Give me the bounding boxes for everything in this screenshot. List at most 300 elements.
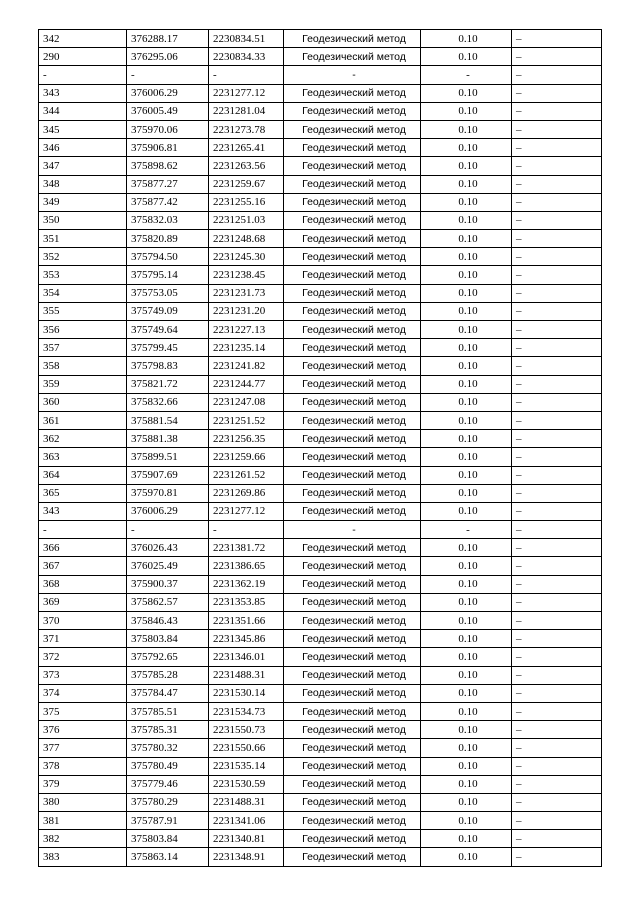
table-row	[39, 739, 602, 757]
description-cell: –	[512, 812, 602, 830]
point-number-cell: 374	[39, 684, 127, 702]
x-coordinate-cell: 375803.84	[127, 630, 209, 648]
description-cell: –	[512, 175, 602, 193]
accuracy-cell: 0.10	[421, 612, 512, 630]
y-coordinate-cell: 2231241.82	[209, 357, 284, 375]
table-row	[39, 775, 602, 793]
method-cell: Геодезический метод	[284, 684, 421, 702]
y-coordinate-cell: 2231488.31	[209, 793, 284, 811]
table-row	[39, 248, 602, 266]
y-coordinate-cell: 2231273.78	[209, 120, 284, 138]
y-coordinate-cell: 2231534.73	[209, 702, 284, 720]
accuracy-cell: 0.10	[421, 848, 512, 866]
table-row	[39, 502, 602, 520]
description-cell: –	[512, 593, 602, 611]
description-cell: –	[512, 430, 602, 448]
method-cell: Геодезический метод	[284, 30, 421, 48]
method-cell: Геодезический метод	[284, 302, 421, 320]
y-coordinate-cell: 2231256.35	[209, 430, 284, 448]
x-coordinate-cell: 375795.14	[127, 266, 209, 284]
y-coordinate-cell: 2230834.33	[209, 48, 284, 66]
accuracy-cell: 0.10	[421, 321, 512, 339]
y-coordinate-cell: -	[209, 521, 284, 539]
method-cell: Геодезический метод	[284, 411, 421, 429]
y-coordinate-cell: 2231550.73	[209, 721, 284, 739]
y-coordinate-cell: 2231346.01	[209, 648, 284, 666]
description-cell: –	[512, 466, 602, 484]
x-coordinate-cell: 375749.09	[127, 302, 209, 320]
point-number-cell: 347	[39, 157, 127, 175]
description-cell: –	[512, 321, 602, 339]
point-number-cell: 383	[39, 848, 127, 866]
method-cell: Геодезический метод	[284, 757, 421, 775]
table-row	[39, 157, 602, 175]
description-cell: –	[512, 739, 602, 757]
description-cell: –	[512, 612, 602, 630]
point-number-cell: 380	[39, 793, 127, 811]
y-coordinate-cell: 2231247.08	[209, 393, 284, 411]
table-row	[39, 684, 602, 702]
method-cell: Геодезический метод	[284, 120, 421, 138]
method-cell: Геодезический метод	[284, 721, 421, 739]
point-number-cell: 379	[39, 775, 127, 793]
method-cell: Геодезический метод	[284, 793, 421, 811]
method-cell: Геодезический метод	[284, 612, 421, 630]
description-cell: –	[512, 630, 602, 648]
x-coordinate-cell: 375900.37	[127, 575, 209, 593]
table-row	[39, 393, 602, 411]
method-cell: Геодезический метод	[284, 648, 421, 666]
x-coordinate-cell: 375906.81	[127, 139, 209, 157]
table-row	[39, 666, 602, 684]
method-cell: Геодезический метод	[284, 321, 421, 339]
x-coordinate-cell: 375898.62	[127, 157, 209, 175]
method-cell: Геодезический метод	[284, 84, 421, 102]
x-coordinate-cell: 375832.66	[127, 393, 209, 411]
accuracy-cell: 0.10	[421, 575, 512, 593]
point-number-cell: -	[39, 66, 127, 84]
x-coordinate-cell: 375821.72	[127, 375, 209, 393]
description-cell: –	[512, 702, 602, 720]
point-number-cell: 342	[39, 30, 127, 48]
y-coordinate-cell: 2231259.67	[209, 175, 284, 193]
accuracy-cell: 0.10	[421, 812, 512, 830]
point-number-cell: 373	[39, 666, 127, 684]
point-number-cell: 382	[39, 830, 127, 848]
point-number-cell: 364	[39, 466, 127, 484]
point-number-cell: 361	[39, 411, 127, 429]
description-cell: –	[512, 448, 602, 466]
accuracy-cell: 0.10	[421, 157, 512, 175]
x-coordinate-cell: 375784.47	[127, 684, 209, 702]
x-coordinate-cell: 375881.38	[127, 430, 209, 448]
method-cell: Геодезический метод	[284, 211, 421, 229]
x-coordinate-cell: 375749.64	[127, 321, 209, 339]
description-cell: –	[512, 521, 602, 539]
method-cell: Геодезический метод	[284, 48, 421, 66]
accuracy-cell: 0.10	[421, 502, 512, 520]
method-cell: Геодезический метод	[284, 102, 421, 120]
table-row	[39, 630, 602, 648]
accuracy-cell: 0.10	[421, 411, 512, 429]
method-cell: Геодезический метод	[284, 266, 421, 284]
table-row	[39, 466, 602, 484]
y-coordinate-cell: 2231255.16	[209, 193, 284, 211]
point-number-cell: 357	[39, 339, 127, 357]
method-cell: Геодезический метод	[284, 575, 421, 593]
method-cell: Геодезический метод	[284, 139, 421, 157]
x-coordinate-cell: 375794.50	[127, 248, 209, 266]
table-row	[39, 84, 602, 102]
x-coordinate-cell: 376025.49	[127, 557, 209, 575]
table-row	[39, 575, 602, 593]
accuracy-cell: 0.10	[421, 175, 512, 193]
table-row	[39, 448, 602, 466]
table-row	[39, 430, 602, 448]
table-row	[39, 321, 602, 339]
table-row	[39, 230, 602, 248]
method-cell: Геодезический метод	[284, 393, 421, 411]
x-coordinate-cell: 375846.43	[127, 612, 209, 630]
table-row	[39, 211, 602, 229]
description-cell: –	[512, 48, 602, 66]
accuracy-cell: 0.10	[421, 648, 512, 666]
table-row	[39, 812, 602, 830]
method-cell: Геодезический метод	[284, 502, 421, 520]
table-row	[39, 557, 602, 575]
table-row	[39, 339, 602, 357]
description-cell: –	[512, 248, 602, 266]
point-number-cell: 362	[39, 430, 127, 448]
coordinates-table-body	[39, 30, 602, 867]
accuracy-cell: 0.10	[421, 48, 512, 66]
method-cell: Геодезический метод	[284, 157, 421, 175]
y-coordinate-cell: 2231261.52	[209, 466, 284, 484]
accuracy-cell: -	[421, 66, 512, 84]
table-row	[39, 830, 602, 848]
accuracy-cell: 0.10	[421, 684, 512, 702]
y-coordinate-cell: 2231251.52	[209, 411, 284, 429]
accuracy-cell: 0.10	[421, 430, 512, 448]
point-number-cell: 349	[39, 193, 127, 211]
description-cell: –	[512, 339, 602, 357]
y-coordinate-cell: 2231535.14	[209, 757, 284, 775]
x-coordinate-cell: 375899.51	[127, 448, 209, 466]
point-number-cell: 345	[39, 120, 127, 138]
description-cell: –	[512, 230, 602, 248]
y-coordinate-cell: 2231550.66	[209, 739, 284, 757]
accuracy-cell: 0.10	[421, 830, 512, 848]
x-coordinate-cell: 375881.54	[127, 411, 209, 429]
table-row	[39, 411, 602, 429]
y-coordinate-cell: 2231263.56	[209, 157, 284, 175]
description-cell: –	[512, 393, 602, 411]
y-coordinate-cell: 2231238.45	[209, 266, 284, 284]
point-number-cell: 343	[39, 502, 127, 520]
accuracy-cell: 0.10	[421, 539, 512, 557]
accuracy-cell: 0.10	[421, 193, 512, 211]
y-coordinate-cell: 2231281.04	[209, 102, 284, 120]
x-coordinate-cell: 375792.65	[127, 648, 209, 666]
point-number-cell: 352	[39, 248, 127, 266]
accuracy-cell: 0.10	[421, 139, 512, 157]
method-cell: Геодезический метод	[284, 739, 421, 757]
table-row	[39, 193, 602, 211]
method-cell: Геодезический метод	[284, 830, 421, 848]
description-cell: –	[512, 375, 602, 393]
table-row	[39, 521, 602, 539]
point-number-cell: 367	[39, 557, 127, 575]
y-coordinate-cell: 2231386.65	[209, 557, 284, 575]
point-number-cell: -	[39, 521, 127, 539]
point-number-cell: 353	[39, 266, 127, 284]
y-coordinate-cell: 2231231.20	[209, 302, 284, 320]
description-cell: –	[512, 830, 602, 848]
x-coordinate-cell: 376006.29	[127, 84, 209, 102]
description-cell: –	[512, 666, 602, 684]
description-cell: –	[512, 30, 602, 48]
x-coordinate-cell: -	[127, 521, 209, 539]
accuracy-cell: 0.10	[421, 466, 512, 484]
x-coordinate-cell: 375798.83	[127, 357, 209, 375]
table-row	[39, 648, 602, 666]
description-cell: –	[512, 211, 602, 229]
description-cell: –	[512, 775, 602, 793]
y-coordinate-cell: -	[209, 66, 284, 84]
accuracy-cell: 0.10	[421, 102, 512, 120]
point-number-cell: 371	[39, 630, 127, 648]
description-cell: –	[512, 266, 602, 284]
accuracy-cell: 0.10	[421, 484, 512, 502]
y-coordinate-cell: 2231345.86	[209, 630, 284, 648]
accuracy-cell: 0.10	[421, 302, 512, 320]
y-coordinate-cell: 2231227.13	[209, 321, 284, 339]
accuracy-cell: 0.10	[421, 248, 512, 266]
method-cell: Геодезический метод	[284, 484, 421, 502]
description-cell: –	[512, 793, 602, 811]
y-coordinate-cell: 2231265.41	[209, 139, 284, 157]
description-cell: –	[512, 848, 602, 866]
table-row	[39, 721, 602, 739]
accuracy-cell: 0.10	[421, 266, 512, 284]
table-row	[39, 848, 602, 866]
point-number-cell: 290	[39, 48, 127, 66]
y-coordinate-cell: 2231277.12	[209, 84, 284, 102]
y-coordinate-cell: 2231381.72	[209, 539, 284, 557]
point-number-cell: 365	[39, 484, 127, 502]
accuracy-cell: 0.10	[421, 120, 512, 138]
description-cell: –	[512, 411, 602, 429]
accuracy-cell: 0.10	[421, 339, 512, 357]
point-number-cell: 369	[39, 593, 127, 611]
x-coordinate-cell: 375832.03	[127, 211, 209, 229]
x-coordinate-cell: 376026.43	[127, 539, 209, 557]
y-coordinate-cell: 2231231.73	[209, 284, 284, 302]
point-number-cell: 358	[39, 357, 127, 375]
method-cell: Геодезический метод	[284, 775, 421, 793]
method-cell: Геодезический метод	[284, 230, 421, 248]
y-coordinate-cell: 2231244.77	[209, 375, 284, 393]
accuracy-cell: 0.10	[421, 593, 512, 611]
method-cell: -	[284, 521, 421, 539]
description-cell: –	[512, 120, 602, 138]
point-number-cell: 378	[39, 757, 127, 775]
table-row	[39, 66, 602, 84]
accuracy-cell: 0.10	[421, 448, 512, 466]
x-coordinate-cell: 375785.31	[127, 721, 209, 739]
method-cell: Геодезический метод	[284, 539, 421, 557]
point-number-cell: 356	[39, 321, 127, 339]
coordinates-table	[38, 29, 602, 867]
x-coordinate-cell: 376295.06	[127, 48, 209, 66]
description-cell: –	[512, 502, 602, 520]
table-row	[39, 484, 602, 502]
y-coordinate-cell: 2231235.14	[209, 339, 284, 357]
point-number-cell: 350	[39, 211, 127, 229]
x-coordinate-cell: 375820.89	[127, 230, 209, 248]
accuracy-cell: 0.10	[421, 357, 512, 375]
accuracy-cell: 0.10	[421, 702, 512, 720]
accuracy-cell: -	[421, 521, 512, 539]
table-row	[39, 102, 602, 120]
method-cell: Геодезический метод	[284, 466, 421, 484]
description-cell: –	[512, 684, 602, 702]
description-cell: –	[512, 539, 602, 557]
y-coordinate-cell: 2231530.59	[209, 775, 284, 793]
table-row	[39, 284, 602, 302]
method-cell: Геодезический метод	[284, 448, 421, 466]
y-coordinate-cell: 2231348.91	[209, 848, 284, 866]
y-coordinate-cell: 2231248.68	[209, 230, 284, 248]
table-row	[39, 120, 602, 138]
table-row	[39, 757, 602, 775]
point-number-cell: 368	[39, 575, 127, 593]
x-coordinate-cell: 375803.84	[127, 830, 209, 848]
point-number-cell: 381	[39, 812, 127, 830]
point-number-cell: 372	[39, 648, 127, 666]
x-coordinate-cell: 376288.17	[127, 30, 209, 48]
accuracy-cell: 0.10	[421, 557, 512, 575]
x-coordinate-cell: 375862.57	[127, 593, 209, 611]
x-coordinate-cell: 375785.28	[127, 666, 209, 684]
x-coordinate-cell: 376005.49	[127, 102, 209, 120]
x-coordinate-cell: 375787.91	[127, 812, 209, 830]
method-cell: Геодезический метод	[284, 666, 421, 684]
point-number-cell: 375	[39, 702, 127, 720]
point-number-cell: 355	[39, 302, 127, 320]
x-coordinate-cell: 375877.42	[127, 193, 209, 211]
point-number-cell: 363	[39, 448, 127, 466]
point-number-cell: 351	[39, 230, 127, 248]
description-cell: –	[512, 102, 602, 120]
method-cell: Геодезический метод	[284, 557, 421, 575]
x-coordinate-cell: 375780.32	[127, 739, 209, 757]
point-number-cell: 370	[39, 612, 127, 630]
x-coordinate-cell: 375780.29	[127, 793, 209, 811]
method-cell: Геодезический метод	[284, 593, 421, 611]
y-coordinate-cell: 2231259.66	[209, 448, 284, 466]
description-cell: –	[512, 484, 602, 502]
y-coordinate-cell: 2231251.03	[209, 211, 284, 229]
x-coordinate-cell: 375780.49	[127, 757, 209, 775]
table-row	[39, 612, 602, 630]
x-coordinate-cell: 375863.14	[127, 848, 209, 866]
point-number-cell: 360	[39, 393, 127, 411]
x-coordinate-cell: 375799.45	[127, 339, 209, 357]
description-cell: –	[512, 193, 602, 211]
x-coordinate-cell: 376006.29	[127, 502, 209, 520]
table-row	[39, 48, 602, 66]
accuracy-cell: 0.10	[421, 721, 512, 739]
point-number-cell: 366	[39, 539, 127, 557]
y-coordinate-cell: 2231277.12	[209, 502, 284, 520]
point-number-cell: 348	[39, 175, 127, 193]
method-cell: Геодезический метод	[284, 812, 421, 830]
description-cell: –	[512, 557, 602, 575]
method-cell: -	[284, 66, 421, 84]
y-coordinate-cell: 2231488.31	[209, 666, 284, 684]
method-cell: Геодезический метод	[284, 193, 421, 211]
accuracy-cell: 0.10	[421, 739, 512, 757]
method-cell: Геодезический метод	[284, 284, 421, 302]
method-cell: Геодезический метод	[284, 357, 421, 375]
description-cell: –	[512, 139, 602, 157]
x-coordinate-cell: 375779.46	[127, 775, 209, 793]
table-row	[39, 139, 602, 157]
y-coordinate-cell: 2231245.30	[209, 248, 284, 266]
description-cell: –	[512, 721, 602, 739]
y-coordinate-cell: 2231353.85	[209, 593, 284, 611]
point-number-cell: 354	[39, 284, 127, 302]
method-cell: Геодезический метод	[284, 848, 421, 866]
table-row	[39, 793, 602, 811]
x-coordinate-cell: 375907.69	[127, 466, 209, 484]
table-row	[39, 593, 602, 611]
description-cell: –	[512, 757, 602, 775]
point-number-cell: 376	[39, 721, 127, 739]
description-cell: –	[512, 84, 602, 102]
method-cell: Геодезический метод	[284, 175, 421, 193]
method-cell: Геодезический метод	[284, 339, 421, 357]
description-cell: –	[512, 66, 602, 84]
method-cell: Геодезический метод	[284, 375, 421, 393]
point-number-cell: 377	[39, 739, 127, 757]
method-cell: Геодезический метод	[284, 248, 421, 266]
accuracy-cell: 0.10	[421, 757, 512, 775]
table-row	[39, 375, 602, 393]
point-number-cell: 346	[39, 139, 127, 157]
accuracy-cell: 0.10	[421, 393, 512, 411]
y-coordinate-cell: 2231269.86	[209, 484, 284, 502]
x-coordinate-cell: 375877.27	[127, 175, 209, 193]
y-coordinate-cell: 2231530.14	[209, 684, 284, 702]
x-coordinate-cell: 375753.05	[127, 284, 209, 302]
point-number-cell: 343	[39, 84, 127, 102]
method-cell: Геодезический метод	[284, 630, 421, 648]
y-coordinate-cell: 2230834.51	[209, 30, 284, 48]
table-row	[39, 357, 602, 375]
table-row	[39, 175, 602, 193]
accuracy-cell: 0.10	[421, 84, 512, 102]
description-cell: –	[512, 302, 602, 320]
x-coordinate-cell: 375970.06	[127, 120, 209, 138]
y-coordinate-cell: 2231341.06	[209, 812, 284, 830]
table-row	[39, 539, 602, 557]
accuracy-cell: 0.10	[421, 375, 512, 393]
y-coordinate-cell: 2231362.19	[209, 575, 284, 593]
accuracy-cell: 0.10	[421, 284, 512, 302]
point-number-cell: 344	[39, 102, 127, 120]
